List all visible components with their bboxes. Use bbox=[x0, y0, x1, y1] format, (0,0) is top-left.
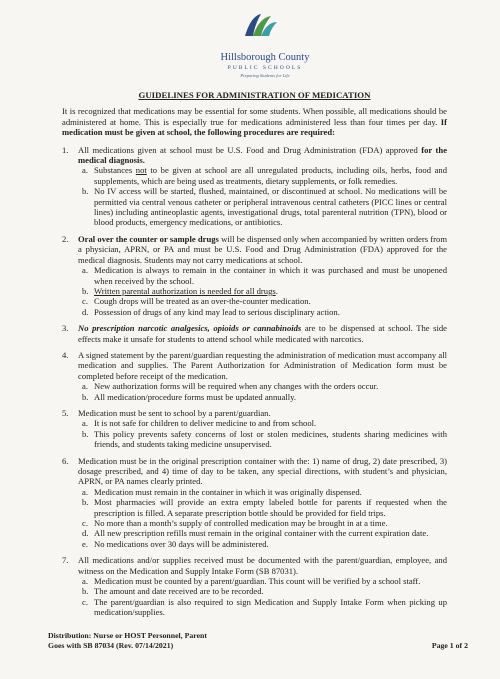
sub-letter: a. bbox=[82, 165, 88, 176]
sub-list bbox=[78, 381, 447, 402]
list-item bbox=[62, 456, 447, 550]
sub-underline-text: Written parental authorization is needed for all drugs bbox=[94, 285, 276, 296]
sub-text-end: to be given at school are all unregulated products, including oils, herbs, food and supplements, which are being used as treatments, dietary supplements, or folk remedies. bbox=[94, 165, 447, 186]
sub-item bbox=[78, 165, 447, 186]
item-text: will be dispensed only when accompanied by written orders from a physician, APRN, or PA and must be U.S. Food and Drug Administration (FDA) approved for the medical diagnosis. Students may not carry medications at school. bbox=[78, 233, 448, 265]
sub-list bbox=[78, 165, 447, 227]
sub-item bbox=[78, 381, 447, 391]
logo-emblem-icon bbox=[241, 10, 281, 40]
item-number: 1. bbox=[62, 144, 69, 155]
sub-list bbox=[78, 576, 447, 618]
item-number: 2. bbox=[62, 233, 69, 244]
sub-text: Cough drops will be treated as an over-the-counter medication. bbox=[94, 296, 311, 307]
org-subtitle: PUBLIC SCHOOLS bbox=[227, 65, 303, 71]
sub-item bbox=[78, 286, 447, 296]
item-text-end: . bbox=[142, 155, 145, 166]
item-text: Medication must be sent to school by a parent/guardian. bbox=[78, 407, 271, 418]
page-number: Page 1 of 2 bbox=[431, 641, 468, 650]
intro-bold-text: If medication must be given at school, the following procedures are required: bbox=[62, 116, 448, 138]
sub-item bbox=[78, 265, 447, 286]
sub-item bbox=[78, 487, 447, 497]
list-item bbox=[62, 555, 447, 617]
org-tagline: Preparing Students for Life bbox=[240, 73, 290, 78]
item-text: Medication must be in the original prescription container with the: 1) name of drug, 2) date prescribed, 3) dosage prescribed, and 4) time of day to be taken, any special directions, with student’s and physician, APRN, or PA names clearly printed. bbox=[78, 455, 447, 487]
document-body bbox=[62, 82, 447, 624]
sub-text: Medication must remain in the container in which it was originally dispensed. bbox=[94, 486, 362, 497]
sub-item bbox=[78, 418, 447, 428]
item-bold-text: for the medical diagnosis bbox=[78, 144, 448, 166]
item-number: 6. bbox=[62, 455, 69, 466]
document-footer bbox=[48, 631, 468, 651]
sub-text: The parent/guardian is also required to sign Medication and Supply Intake Form when picking up medication/supplies. bbox=[94, 596, 447, 618]
sub-item bbox=[78, 429, 447, 450]
sub-item bbox=[78, 528, 447, 538]
sub-underline-text: not bbox=[135, 165, 147, 176]
sub-letter: c. bbox=[82, 296, 88, 307]
sub-letter: d. bbox=[82, 306, 89, 317]
sub-item bbox=[78, 307, 447, 317]
list-item bbox=[62, 408, 447, 450]
sub-letter: b. bbox=[82, 391, 89, 402]
sub-item bbox=[78, 518, 447, 528]
sub-letter: a. bbox=[82, 265, 88, 276]
sub-list bbox=[78, 265, 447, 317]
procedure-list bbox=[62, 145, 447, 618]
sub-letter: c. bbox=[82, 596, 88, 607]
sub-text: All new prescription refills must remain in the original container with the current expiration date. bbox=[94, 528, 429, 539]
sub-item bbox=[78, 586, 447, 596]
sub-letter: b. bbox=[82, 586, 89, 597]
intro-text: It is recognized that medications may be essential for some students. When possible, all medications should be administered at home. This is especially true for medications administered less than four times per day. bbox=[62, 106, 447, 127]
item-text: A signed statement by the parent/guardian requesting the administration of medication must accompany all medication and supplies. The Parent Authorization for Administration of Medication form must be completed before receipt of the medication. bbox=[78, 349, 447, 381]
sub-item bbox=[78, 497, 447, 518]
sub-letter: b. bbox=[82, 497, 89, 508]
sub-text: Most pharmacies will provide an extra empty labeled bottle for parents if requested when the prescription is filled. A separate prescription bottle should be provided for field trips. bbox=[94, 497, 447, 518]
sub-item bbox=[78, 296, 447, 306]
item-text: All medications given at school must be U.S. Food and Drug Administration (FDA) approved bbox=[78, 144, 422, 155]
sub-letter: b. bbox=[82, 285, 89, 296]
sub-letter: a. bbox=[82, 486, 88, 497]
sub-text: No IV access will be started, flushed, maintained, or discontinued at school. No medications will be permitted via central venous catheter or peripheral intravenous central catheters (PICC lines or central lines) including antineoplastic agents, investigational drugs, total parenteral nutrition (TPN), blood or blood products, emergency medications, or antibiotics. bbox=[94, 186, 447, 228]
sub-letter: b. bbox=[82, 428, 89, 439]
list-item bbox=[62, 145, 447, 228]
sub-item bbox=[78, 597, 447, 618]
sub-text: Substances bbox=[94, 165, 136, 176]
list-item bbox=[62, 234, 447, 317]
sub-text: The amount and date received are to be recorded. bbox=[94, 586, 264, 597]
sub-item bbox=[78, 539, 447, 549]
sub-letter: d. bbox=[82, 528, 89, 539]
sub-text: Medication is always to remain in the container in which it was purchased and must be unopened when received by the school. bbox=[94, 265, 447, 286]
sub-letter: a. bbox=[82, 576, 88, 587]
list-item bbox=[62, 350, 447, 402]
sub-list bbox=[78, 487, 447, 549]
item-number: 4. bbox=[62, 349, 69, 360]
intro-paragraph bbox=[62, 106, 447, 137]
sub-text-end: . bbox=[275, 285, 278, 296]
item-bold-italic-text: No prescription narcotic analgesics, opioids or cannabinoids bbox=[78, 323, 302, 334]
item-text: All medications and/or supplies received must be documented with the parent/guardian, employee, and witness on the Medication and Supply Intake Form (SB 87031). bbox=[78, 555, 447, 576]
sub-letter: a. bbox=[82, 381, 88, 392]
sub-item bbox=[78, 576, 447, 586]
sub-item bbox=[78, 392, 447, 402]
sub-text: Possession of drugs of any kind may lead to serious disciplinary action. bbox=[94, 306, 340, 317]
item-number: 3. bbox=[62, 323, 69, 334]
sub-text: All medication/procedure forms must be updated annually. bbox=[94, 391, 297, 402]
sub-text: No medications over 30 days will be administered. bbox=[94, 538, 269, 549]
item-text: are to be dispensed at school. The side effects make it unsafe for students to attend school while medicated with narcotics. bbox=[78, 323, 447, 344]
sub-text: Medication must be counted by a parent/guardian. This count will be verified by a school staff. bbox=[94, 576, 421, 587]
document-title: GUIDELINES FOR ADMINISTRATION OF MEDICATION bbox=[138, 90, 371, 100]
item-number: 5. bbox=[62, 407, 69, 418]
sub-text: New authorization forms will be required when any changes with the orders occur. bbox=[94, 381, 379, 392]
sub-list bbox=[78, 418, 447, 449]
sub-text: It is not safe for children to deliver medicine to and from school. bbox=[94, 418, 317, 429]
sub-letter: c. bbox=[82, 518, 88, 529]
sub-text: This policy prevents safety concerns of lost or stolen medicines, students sharing medicines with friends, and students taking medicine unsupervised. bbox=[94, 428, 447, 450]
footer-form-reference: Goes with SB 87034 (Rev. 07/14/2021) bbox=[48, 641, 174, 650]
item-number: 7. bbox=[62, 555, 69, 566]
district-logo bbox=[183, 10, 323, 78]
sub-letter: a. bbox=[82, 418, 88, 429]
list-item bbox=[62, 323, 447, 344]
org-name: Hillsborough County bbox=[220, 52, 310, 63]
footer-distribution: Distribution: Nurse or HOST Personnel, Parent bbox=[48, 631, 207, 640]
sub-text: No more than a month’s supply of controlled medication may be brought in at a time. bbox=[94, 518, 388, 529]
sub-letter: e. bbox=[82, 538, 88, 549]
sub-letter: b. bbox=[82, 186, 89, 197]
item-bold-text: Oral over the counter or sample drugs bbox=[78, 233, 219, 244]
sub-item bbox=[78, 186, 447, 228]
